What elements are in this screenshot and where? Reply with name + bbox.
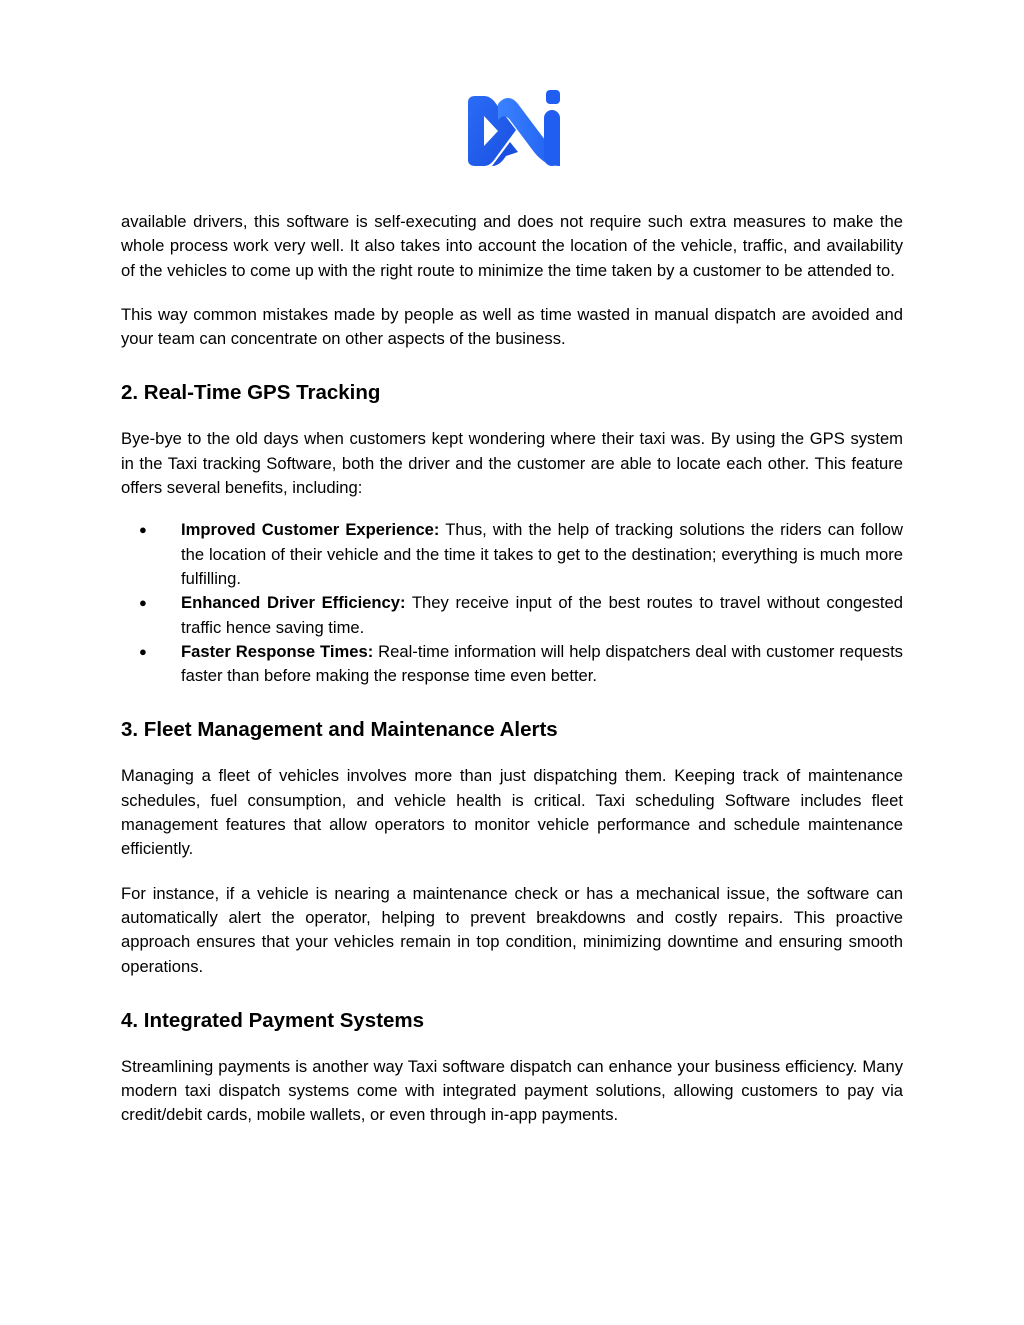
section-heading-payment-systems: 4. Integrated Payment Systems <box>121 1008 425 1032</box>
list-item <box>121 591 903 640</box>
bullet-text: They receive input of the best routes to travel without congested traffic hence saving time. <box>181 593 903 637</box>
list-item <box>121 518 903 591</box>
intro-paragraph-2: This way common mistakes made by people as well as time wasted in manual dispatch are avoided and your team can concentrate on other aspects of the business. <box>121 304 903 349</box>
list-item <box>121 640 903 689</box>
bullet-text: Real-time information will help dispatchers deal with customer requests faster than before making the response time even better. <box>181 641 903 686</box>
brand-logo-icon <box>454 86 572 180</box>
fleet-management-paragraph-2: For instance, if a vehicle is nearing a maintenance check or has a mechanical issue, the software can automatically alert the operator, helping to prevent breakdowns and costly repairs. This proactive approach ensures that your vehicles remain in top condition, minimizing downtime and ensuring smooth operations. <box>121 883 903 976</box>
fleet-management-paragraph-1: Managing a fleet of vehicles involves more than just dispatching them. Keeping track of maintenance schedules, fuel consumption, and vehicle health is critical. Taxi scheduling Software includes fleet management features that allow operators to monitor vehicle performance and schedule maintenance efficiently. <box>121 766 903 859</box>
bullet-text: Thus, with the help of tracking solutions the riders can follow the location of their vehicle and the time it takes to get to the destination; everything is much more fulfilling. <box>181 520 904 588</box>
section-heading-gps-tracking: 2. Real-Time GPS Tracking <box>121 381 381 405</box>
gps-tracking-paragraph: Bye-bye to the old days when customers kept wondering where their taxi was. By using the GPS system in the Taxi tracking Software, both the driver and the customer are able to locate each other. This feature offers several benefits, including: <box>121 429 903 498</box>
bullet-icon: ● <box>139 595 147 611</box>
bullet-icon: ● <box>139 522 147 538</box>
bullet-term: Faster Response Times: <box>181 641 374 661</box>
document-body <box>121 210 903 1148</box>
payment-systems-paragraph: Streamlining payments is another way Taxi software dispatch can enhance your business efficiency. Many modern taxi dispatch systems come with integrated payment solutions, allowing customers to pay via credit/debit cards, mobile wallets, or even through in-app payments. <box>121 1056 903 1125</box>
benefits-list <box>121 518 903 688</box>
section-heading-fleet-management: 3. Fleet Management and Maintenance Alerts <box>121 718 558 742</box>
bullet-term: Improved Customer Experience: <box>181 520 440 540</box>
bullet-term: Enhanced Driver Efficiency: <box>181 593 406 613</box>
intro-paragraph-1: available drivers, this software is self-executing and does not require such extra measures to make the whole process work very well. It also takes into account the location of the vehicle, traffic, and availability of the vehicles to come up with the right route to minimize the time taken by a customer to be attended to. <box>121 212 903 280</box>
bullet-icon: ● <box>139 643 147 659</box>
